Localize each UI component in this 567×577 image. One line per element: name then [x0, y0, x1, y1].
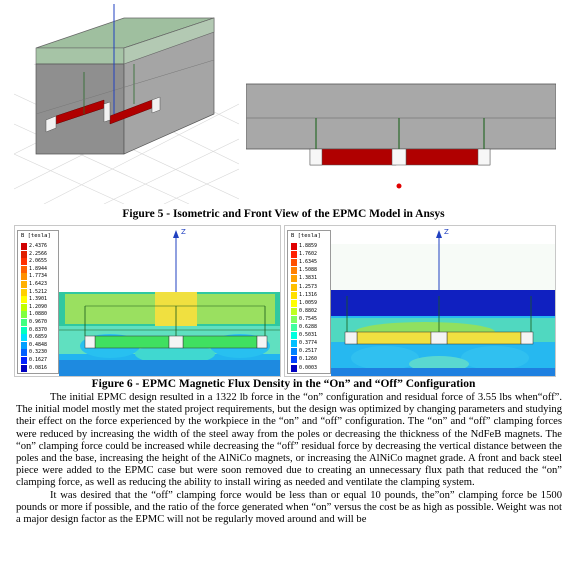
legend-value: 1.6423 — [29, 281, 48, 287]
legend-value: 0.3774 — [299, 340, 318, 347]
legend-swatch — [21, 281, 27, 288]
figure6-on-flux-plot — [14, 225, 281, 377]
legend-swatch — [21, 334, 27, 341]
legend-swatch — [21, 319, 27, 326]
legend-swatch — [291, 267, 297, 274]
legend-title: B [tesla] — [21, 233, 51, 239]
legend-swatch — [21, 266, 27, 273]
paragraph: It was desired that the “off” clamping force would be less than or equal 10 pounds, the”on” clamping force be 1500 pounds or more if possible, and the ratio of the force generated when “on” versus the cost be as high as possible. Weight was not a major design factor as the EPMC will not be regularly moved around and will be — [16, 489, 562, 526]
legend-value: 1.5212 — [29, 288, 48, 295]
legend-swatch — [21, 251, 27, 258]
legend-value: 0.4848 — [29, 341, 48, 348]
legend-swatch — [21, 342, 27, 349]
legend-value: 1.5088 — [299, 267, 318, 274]
legend-value: 1.0880 — [29, 311, 48, 318]
legend-swatch — [21, 349, 27, 356]
legend-value: 1.6345 — [299, 259, 318, 266]
legend-swatch — [21, 296, 27, 303]
figure6-caption: Figure 6 - EPMC Magnetic Flux Density in the “On” and “Off” Configuration — [91, 378, 476, 390]
legend-value: 0.7545 — [299, 315, 318, 322]
legend-swatch — [21, 289, 27, 296]
body-text — [16, 392, 562, 526]
legend-value: 2.2566 — [29, 250, 48, 257]
legend-swatch — [21, 357, 27, 364]
legend-value: 1.3831 — [299, 275, 318, 282]
legend-swatch — [291, 340, 297, 347]
legend-value: 0.8370 — [29, 326, 48, 333]
figure5-isometric-view — [14, 4, 239, 204]
legend-value: 0.3230 — [29, 349, 48, 356]
isometric-model-drawing — [14, 4, 239, 204]
legend-value: 1.8944 — [29, 265, 48, 272]
legend-swatch — [291, 243, 297, 250]
legend-value: 0.6859 — [29, 334, 48, 341]
figure5-caption: Figure 5 - Isometric and Front View of the EPMC Model in Ansys — [122, 208, 445, 220]
legend-swatch — [291, 356, 297, 363]
figure5-front-view — [246, 82, 556, 192]
legend-value: 0.8802 — [299, 307, 318, 314]
legend-swatch — [291, 275, 297, 282]
legend-swatch — [291, 259, 297, 266]
legend-swatch — [21, 311, 27, 318]
legend-swatch — [21, 273, 27, 280]
legend-value: 1.8859 — [299, 243, 318, 249]
legend-swatch — [291, 365, 297, 372]
legend-swatch — [291, 284, 297, 291]
legend-value: 0.0816 — [29, 364, 48, 371]
z-axis-label: Z — [181, 228, 186, 236]
legend-value: 0.9670 — [29, 319, 48, 325]
paragraph: The initial EPMC design resulted in a 1322 lb force in the “on” configuration and residual force of 3.55 lbs when“off”. The initial model mostly met the stated project requirements, but the design was optimized by changing parameters and studying their effect on the force experienced by the workpiece in the “on” and “off” configuration. The “on” and “off” clamping forces were reduced by increasing the width of the steel away from the poles or decreasing the thickness of the NdFeB magnets. The “on” clamping force could be increased while decreasing the “off” residual force by decreasing the vertical distance between the poles and the base, increasing the height of the AlNiCo magnets, or increasing the AlNiCo magnet grade. A front and back steel piece were added to the EPMC case but were soon removed due to creating an unnecessary flux path that reduced the “on” clamping force, as well as reducing the ability to install wiring as needed and ventilate the clamping system. — [16, 392, 562, 489]
legend-swatch — [291, 348, 297, 355]
legend-swatch — [291, 316, 297, 323]
legend-title: B [tesla] — [291, 233, 321, 239]
front-model-drawing — [246, 82, 556, 192]
legend-value: 0.2517 — [299, 348, 318, 355]
legend-value: 1.2573 — [299, 283, 318, 290]
legend-swatch — [291, 251, 297, 258]
legend-swatch — [291, 292, 297, 299]
legend-value: 1.2090 — [29, 303, 48, 310]
legend-swatch — [291, 324, 297, 331]
color-legend — [17, 230, 59, 374]
legend-value: 0.0003 — [299, 364, 318, 371]
legend-value: 0.1260 — [299, 356, 318, 363]
legend-swatch — [21, 327, 27, 334]
legend-value: 1.0059 — [299, 299, 318, 306]
color-legend — [287, 230, 331, 374]
legend-swatch — [291, 308, 297, 315]
legend-value: 0.1627 — [29, 357, 48, 363]
figure6-off-flux-plot — [284, 225, 556, 377]
legend-value: 0.6288 — [299, 324, 318, 330]
legend-value: 1.7734 — [29, 273, 48, 280]
legend-swatch — [21, 258, 27, 265]
legend-swatch — [291, 332, 297, 339]
legend-value: 1.1316 — [299, 291, 318, 298]
legend-value: 2.0655 — [29, 258, 48, 265]
legend-swatch — [21, 365, 27, 372]
legend-swatch — [21, 304, 27, 311]
legend-value: 1.7602 — [299, 251, 318, 258]
legend-value: 2.4376 — [29, 243, 48, 249]
z-axis-label: Z — [444, 228, 449, 236]
legend-value: 0.5031 — [299, 332, 318, 339]
legend-value: 1.3901 — [29, 296, 48, 303]
legend-swatch — [291, 300, 297, 307]
legend-swatch — [21, 243, 27, 250]
